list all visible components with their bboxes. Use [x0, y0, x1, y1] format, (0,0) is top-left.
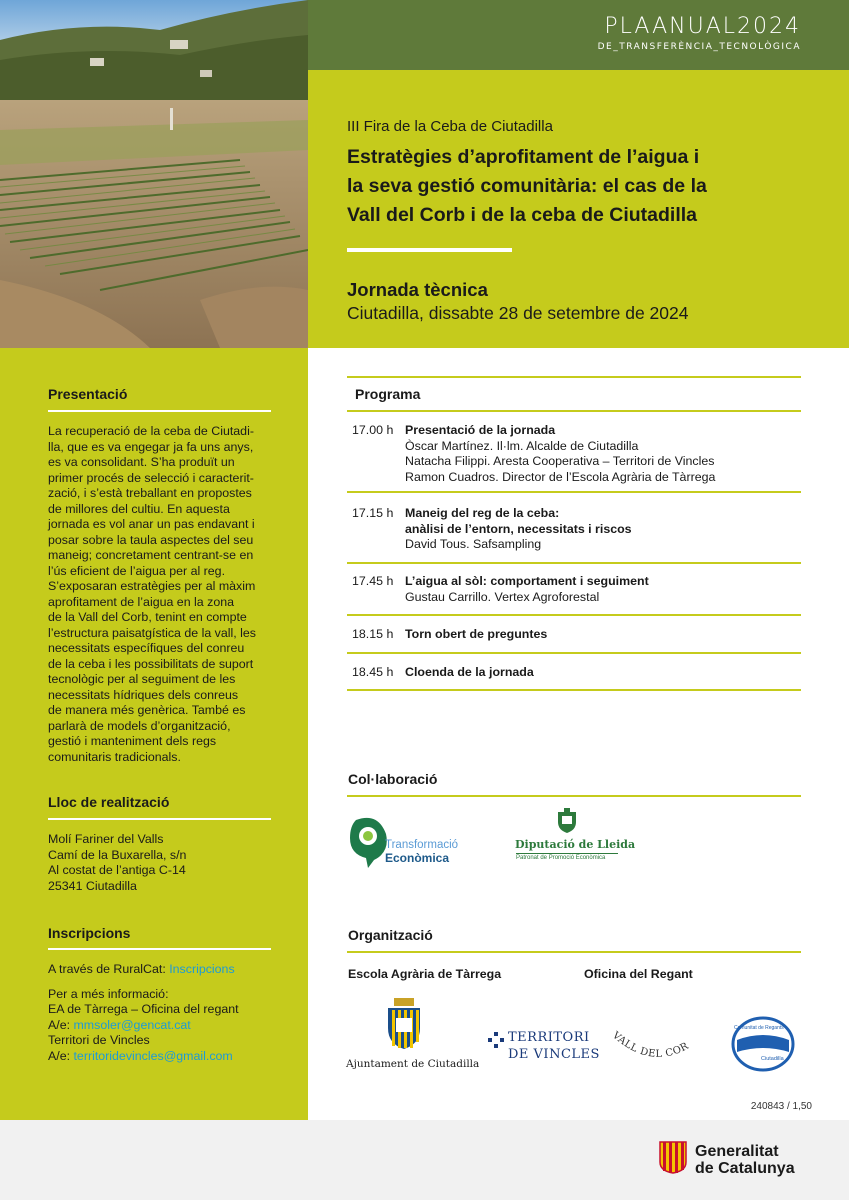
program-item — [405, 665, 534, 681]
main-title — [347, 143, 817, 230]
programa-rule — [347, 652, 801, 654]
program-time: 18.45 h — [352, 665, 394, 679]
presentacio-text — [48, 424, 274, 765]
email-prefix: A/e: — [48, 1048, 74, 1063]
diputacio-sublabel: Patronat de Promoció Econòmica — [516, 855, 606, 861]
comunitat-label-2: Ciutadilla — [761, 1056, 784, 1062]
section-divider — [48, 818, 271, 820]
program-time: 17.00 h — [352, 423, 394, 437]
org-escola: Escola Agrària de Tàrrega — [348, 967, 502, 981]
lloc-text — [48, 832, 274, 894]
presentacio-heading: Presentació — [48, 386, 128, 402]
programa-rule-top — [347, 376, 801, 378]
email-link-2[interactable]: territoridevincles@gmail.com — [73, 1048, 233, 1063]
comunitat-label-1: Comunitat de Regants — [734, 1025, 784, 1031]
text-line: de manera més genèrica. També es — [48, 703, 246, 717]
text-line: maneig; concretament centrant-se en — [48, 548, 254, 562]
organitzacio-heading: Organització — [348, 927, 433, 943]
text-line: parlarà de models d’organització, — [48, 718, 231, 733]
territori-label-2: DE VINCLES — [508, 1047, 600, 1062]
program-title: L’aigua al sòl: comportament i seguiment — [405, 574, 649, 588]
territori-label-1: TERRITORI — [508, 1030, 590, 1045]
brand-title: PLAANUAL2024 — [604, 14, 801, 39]
email-prefix: A/e: — [48, 1017, 74, 1032]
territori-logo — [488, 1030, 600, 1070]
program-title: Maneig del reg de la ceba: — [405, 506, 560, 520]
ajuntament-logo — [344, 998, 480, 1072]
program-speaker: Ramon Cuadros. Director de l’Escola Agrària de Tàrrega — [405, 469, 716, 484]
email-link-1[interactable]: mmsoler@gencat.cat — [73, 1017, 191, 1032]
event-name: III Fira de la Ceba de Ciutadilla — [347, 118, 553, 135]
ruralcat-label: A través de RuralCat: — [48, 962, 170, 976]
ajuntament-label: Ajuntament de Ciutadilla — [346, 1058, 480, 1070]
text-line: l’estructura paisatgística de la vall, les — [48, 625, 256, 640]
vall-del-corb-arc — [606, 1028, 698, 1068]
program-speaker: Òscar Martínez. Il·lm. Alcalde de Ciutadilla — [405, 438, 639, 453]
vall-del-corb-logo — [606, 1028, 698, 1068]
program-time: 17.15 h — [352, 506, 394, 520]
text-line: lla, que es va engegar ja fa uns anys, — [48, 439, 254, 454]
program-item — [405, 627, 547, 643]
text-line: gestió i manteniment dels regs — [48, 734, 217, 748]
transformacio-logo — [348, 814, 468, 870]
inscripcions-text — [48, 962, 274, 1064]
reference-code: 240843 / 1,50 — [750, 1101, 812, 1112]
diputacio-logo — [512, 808, 636, 864]
contact-org: EA de Tàrrega – Oficina del regant — [48, 1002, 239, 1016]
org-oficina: Oficina del Regant — [584, 967, 693, 981]
comunitat-regants-logo — [731, 1016, 795, 1072]
program-item — [405, 423, 715, 485]
section-divider — [48, 948, 271, 950]
program-speaker: Natacha Filippi. Aresta Cooperativa – Territori de Vincles — [405, 454, 715, 468]
diputacio-crest-icon — [556, 808, 578, 834]
text-line: necessitats específiques del conreu — [48, 641, 245, 655]
main-title-line: Vall del Corb i de la ceba de Ciutadilla — [347, 204, 698, 226]
title-divider — [347, 248, 512, 252]
ajuntament-crest-icon — [386, 998, 422, 1050]
more-info-label: Per a més informació: — [48, 986, 169, 1001]
address-line: Camí de la Buxarella, s/n — [48, 847, 187, 862]
address-line: 25341 Ciutadilla — [48, 878, 137, 893]
text-line: l’ús eficient de l’aigua per al reg. — [48, 563, 226, 578]
transformacio-logo-icon — [348, 814, 390, 870]
text-line: aprofitament de l’aigua en la zona — [48, 594, 234, 609]
brand-subtitle: DE_TRANSFERÈNCIA_TECNOLÒGICA — [597, 42, 801, 52]
text-line: de la ceba i les possibilitats de suport — [48, 656, 254, 671]
program-title: anàlisi de l’entorn, necessitats i riscos — [405, 521, 632, 536]
program-item — [405, 506, 632, 553]
text-line: zació, i s’està treballant en propostes — [48, 486, 252, 500]
lloc-heading: Lloc de realització — [48, 794, 170, 810]
program-time: 18.15 h — [352, 627, 394, 641]
text-line: comunitaris tradicionals. — [48, 749, 181, 764]
transformacio-label-2: Econòmica — [385, 851, 450, 865]
text-line: es va consolidant. S’ha produït un — [48, 455, 235, 469]
text-line: jornada es vol anar un pas endavant i — [48, 517, 255, 531]
generalitat-line: de Catalunya — [695, 1160, 795, 1177]
program-time: 17.45 h — [352, 574, 394, 588]
programa-rule — [347, 410, 801, 412]
collaboracio-heading: Col·laboració — [348, 771, 438, 787]
field-photo — [0, 0, 308, 348]
text-line: posar sobre la taula aspectes del seu — [48, 532, 254, 547]
generalitat-icon — [659, 1140, 687, 1174]
contact-org: Territori de Vincles — [48, 1033, 150, 1047]
text-line: S’exposaran estratègies per al màxim — [48, 579, 256, 593]
text-line: La recuperació de la ceba de Ciutadi- — [48, 424, 254, 438]
program-title: Presentació de la jornada — [405, 423, 556, 437]
main-title-line: Estratègies d’aprofitament de l’aigua i — [347, 146, 700, 168]
programa-rule — [347, 689, 801, 691]
text-line: de millores del cultiu. En aquesta — [48, 501, 230, 516]
diputacio-label: Diputació de Lleida — [515, 838, 636, 851]
program-item — [405, 574, 649, 605]
place-date: Ciutadilla, dissabte 28 de setembre de 2024 — [347, 303, 689, 323]
main-title-line: la seva gestió comunitària: el cas de la — [347, 175, 707, 197]
text-line: tecnològic per al seguiment de les — [48, 672, 236, 686]
generalitat-line: Generalitat — [695, 1143, 779, 1160]
text-line: primer procés de selecció i caracterit- — [48, 470, 254, 485]
inscripcions-link[interactable]: Inscripcions — [169, 962, 235, 976]
jornada-label: Jornada tècnica — [347, 279, 488, 300]
programa-heading: Programa — [355, 386, 421, 402]
generalitat-label — [695, 1143, 795, 1177]
text-line: necessitats hídriques dels conreus — [48, 687, 239, 702]
program-title: Torn obert de preguntes — [405, 627, 548, 641]
inscripcions-heading: Inscripcions — [48, 925, 131, 941]
program-speaker: Gustau Carrillo. Vertex Agroforestal — [405, 589, 600, 604]
program-speaker: David Tous. Safsampling — [405, 537, 542, 551]
programa-rule — [347, 614, 801, 616]
collaboracio-rule — [347, 795, 801, 797]
transformacio-label-1: Transformació — [385, 839, 459, 851]
address-line: Al costat de l’antiga C-14 — [48, 863, 186, 877]
section-divider — [48, 410, 271, 412]
territori-icon — [488, 1032, 504, 1048]
text-line: de la Vall del Corb, tenint en compte — [48, 610, 247, 624]
programa-rule — [347, 562, 801, 564]
diputacio-rule — [516, 853, 618, 854]
organitzacio-rule — [347, 951, 801, 953]
programa-rule — [347, 491, 801, 493]
program-title: Cloenda de la jornada — [405, 665, 534, 679]
address-line: Molí Fariner del Valls — [48, 832, 164, 846]
vall-del-corb-label: VALL DEL COR — [610, 1030, 691, 1060]
